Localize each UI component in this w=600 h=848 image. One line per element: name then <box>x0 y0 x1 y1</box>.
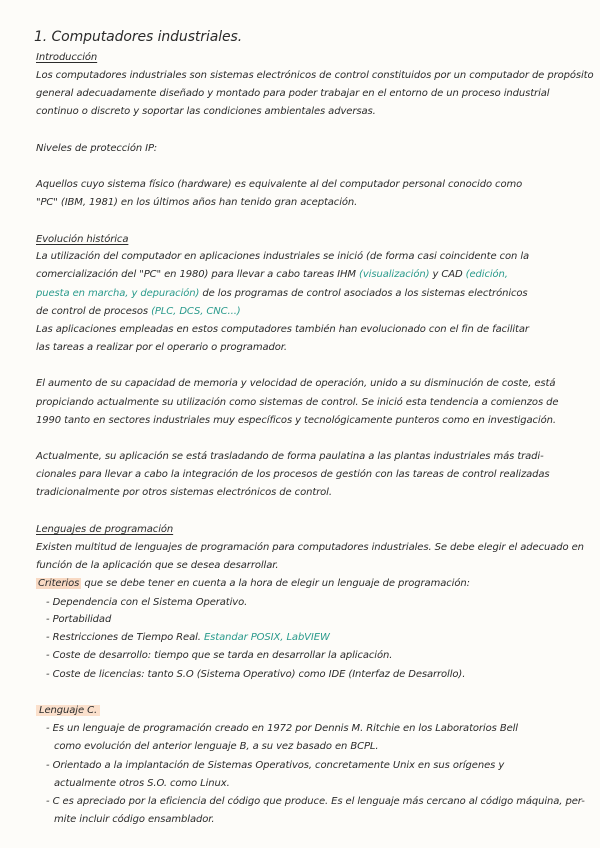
intro-line: Los computadores industriales son sistemas electrónicos de control constituidos por un computador de propósito <box>36 70 594 81</box>
c-heading-line <box>36 704 576 718</box>
c-item-continued: como evolución del anterior lenguaje B, a su vez basado en BCPL. <box>54 741 379 752</box>
languages-line: función de la aplicación que se desea desarrollar. <box>36 560 279 571</box>
intro-line: general adecuadamente diseñado y montado para poder trabajar en el entorno de un proceso industrial <box>36 88 550 99</box>
evolution-line: las tareas a realizar por el operario o programador. <box>36 342 287 353</box>
c-item: - Orientado a la implantación de Sistemas Operativos, concretamente Unix en sus orígenes y <box>46 760 505 771</box>
teal-note: (PLC, DCS, CNC...) <box>151 306 241 317</box>
c-item-continued: actualmente otros S.O. como Linux. <box>54 778 230 789</box>
criteria-item: - Portabilidad <box>46 614 112 625</box>
criteria-item: - Coste de licencias: tanto S.O (Sistema Operativo) como IDE (Interfaz de Desarrollo). <box>46 669 466 680</box>
c-item: - Es un lenguaje de programación creado en 1972 por Dennis M. Ritchie en los Laboratorios Bell <box>46 723 518 734</box>
evolution-text: de control de procesos <box>36 306 152 317</box>
current-line: tradicionalmente por otros sistemas electrónicos de control. <box>36 487 332 498</box>
teal-note: (visualización) <box>359 269 430 280</box>
page-title: 1. Computadores industriales. <box>34 29 243 45</box>
pc-line: "PC" (IBM, 1981) en los últimos años han tenido gran aceptación. <box>36 197 358 208</box>
evolution-line: La utilización del computador en aplicaciones industriales se inició (de forma casi coincidente con la <box>36 251 530 262</box>
ip-levels: Niveles de protección IP: <box>36 143 158 154</box>
criteria-highlight: Criterios <box>38 578 80 589</box>
languages-line: Existen multitud de lenguajes de programación para computadores industriales. Se debe elegir el adecuado en <box>36 542 584 553</box>
evolution-text: y CAD <box>429 269 466 280</box>
evolution-heading: Evolución histórica <box>36 234 129 245</box>
teal-note: puesta en marcha, y depuración) <box>36 288 200 299</box>
languages-heading: Lenguajes de programación <box>36 524 174 535</box>
evolution-line <box>36 287 576 301</box>
criteria-item <box>46 631 576 645</box>
c-language-heading: Lenguaje C. <box>36 705 100 716</box>
c-item-continued: mite incluir código ensamblador. <box>54 814 215 825</box>
criteria-line <box>36 577 576 591</box>
teal-note: Estandar POSIX, LabVIEW <box>203 632 330 643</box>
teal-note: (edición, <box>465 269 508 280</box>
c-item: - C es apreciado por la eficiencia del código que produce. Es el lenguaje más cercano al código máquina, per- <box>46 796 585 807</box>
intro-heading: Introducción <box>36 52 98 63</box>
evolution-text: de los programas de control asociados a los sistemas electrónicos <box>199 288 528 299</box>
criteria-text: que se debe tener en cuenta a la hora de elegir un lenguaje de programación: <box>81 578 470 589</box>
pc-line: Aquellos cuyo sistema físico (hardware) es equivalente al del computador personal conocido como <box>36 179 523 190</box>
memory-line: propiciando actualmente su utilización como sistemas de control. Se inició esta tendencia a comienzos de <box>36 397 559 408</box>
evolution-line <box>36 305 576 319</box>
intro-line: continuo o discreto y soportar las condiciones ambientales adversas. <box>36 106 376 117</box>
evolution-text: comercialización del "PC" en 1980) para llevar a cabo tareas IHM <box>36 269 360 280</box>
criteria-text: - Restricciones de Tiempo Real. <box>46 632 204 643</box>
evolution-line: Las aplicaciones empleadas en estos computadores también han evolucionado con el fin de facilitar <box>36 324 529 335</box>
criteria-item: - Dependencia con el Sistema Operativo. <box>46 597 248 608</box>
criteria-item: - Coste de desarrollo: tiempo que se tarda en desarrollar la aplicación. <box>46 650 393 661</box>
evolution-line <box>36 268 576 282</box>
memory-line: El aumento de su capacidad de memoria y velocidad de operación, unido a su disminución de coste, está <box>36 378 556 389</box>
memory-line: 1990 tanto en sectores industriales muy específicos y tecnológicamente punteros como en investigación. <box>36 415 556 426</box>
current-line: Actualmente, su aplicación se está trasladando de forma paulatina a las plantas industriales más tradi- <box>36 451 544 462</box>
current-line: cionales para llevar a cabo la integración de los procesos de gestión con las tareas de control realizadas <box>36 469 550 480</box>
